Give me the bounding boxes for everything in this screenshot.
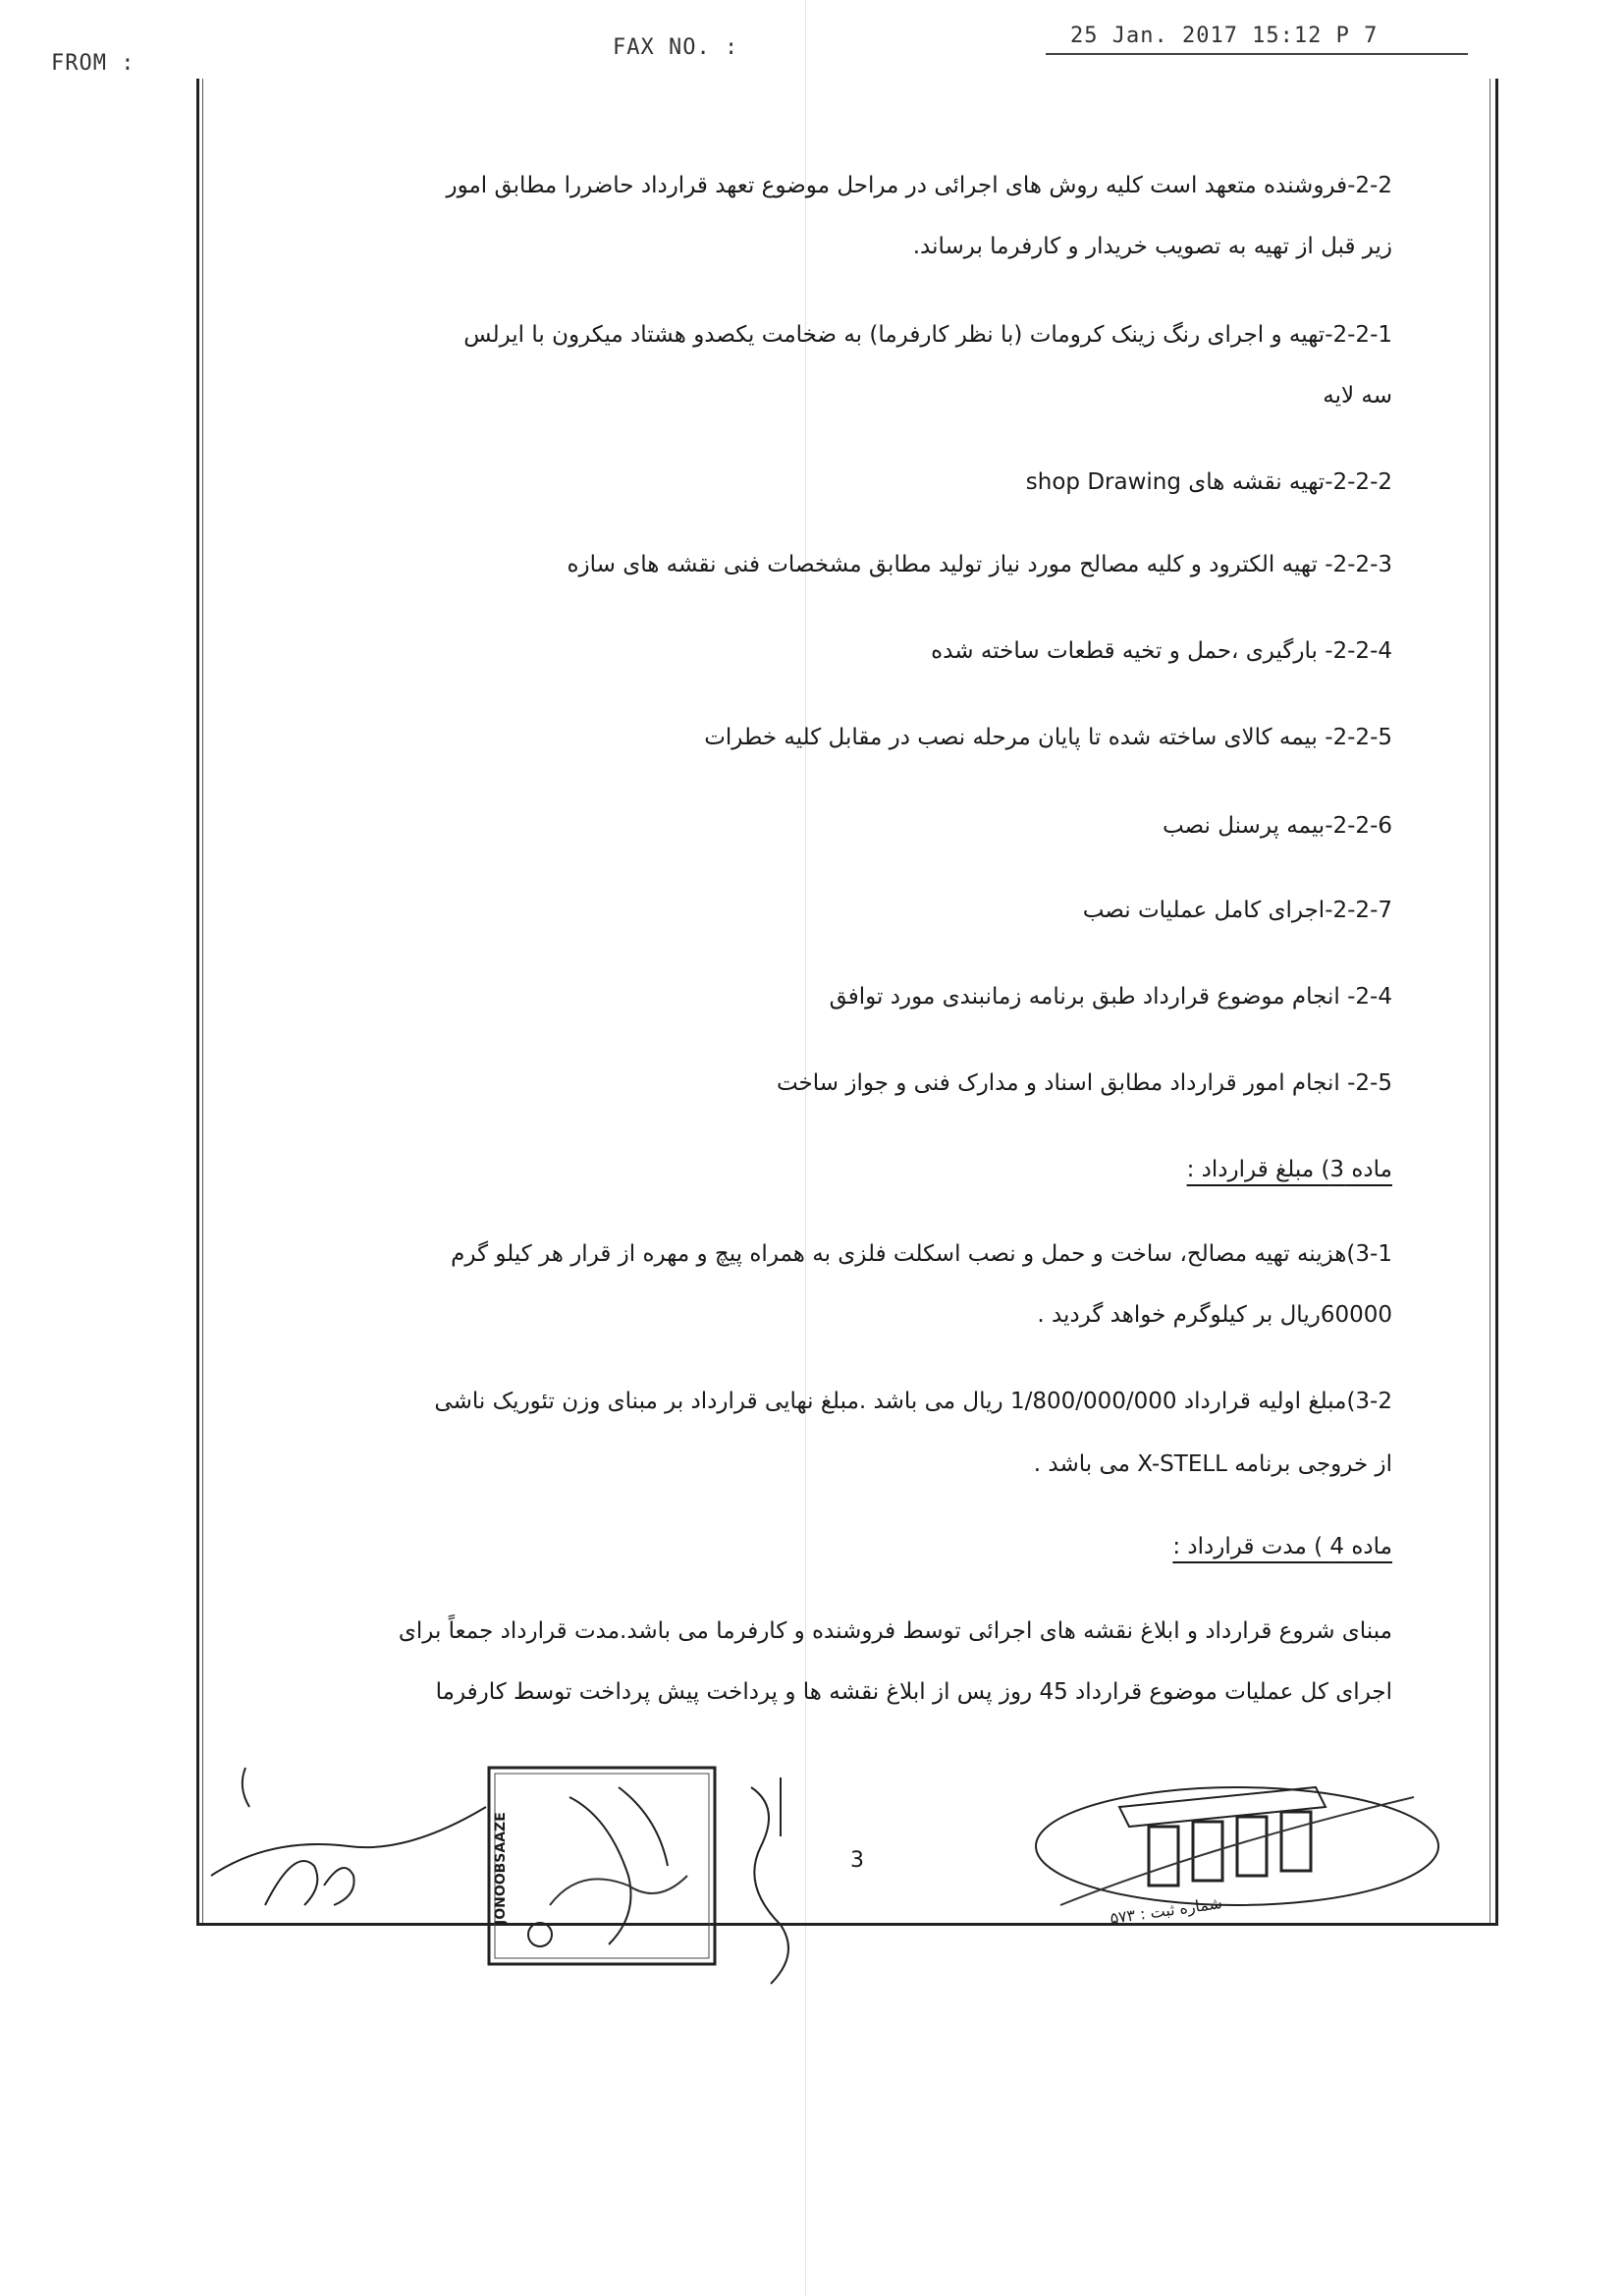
clause-2-2-2: 2-2-2-تهیه نقشه های shop Drawing [1025,469,1392,495]
clause-2-2-4: 2-2-4- بارگیری ،حمل و تخیه قطعات ساخته شده [931,638,1392,664]
fax-header-underline [1046,53,1468,55]
clause-3-1-line-2: 60000ریال بر کیلوگرم خواهد گردید . [1037,1302,1392,1328]
clause-2-5: 2-5- انجام امور قرارداد مطابق اسناد و مدارک فنی و جواز ساخت [776,1070,1392,1096]
fax-number: FAX NO. : [613,35,739,60]
page-border-right [1495,79,1498,1925]
fax-timestamp: 25 Jan. 2017 15:12 P 7 [1070,24,1379,48]
signature-left [206,1758,491,1925]
page-border-left-inner [202,79,203,1925]
clause-2-2-1-line-1: 2-2-1-تهیه و اجرای رنگ زینک کرومات (با نظر کارفرما) به ضخامت یکصدو هشتاد میکرون با ایرلس [463,322,1392,348]
company-stamp-left [481,1758,727,1974]
clause-2-2-5: 2-2-5- بیمه کالای ساخته شده تا پایان مرحله نصب در مقابل کلیه خطرات [704,725,1392,750]
stamp-left-label: JONOOBSAAZE [493,1812,509,1925]
stamp-right-registration: شماره ثبت : ۵۷۳ [1109,1893,1223,1928]
clause-2-2-line-1: 2-2-فروشنده متعهد است کلیه روش های اجرائی در مراحل موضوع تعهد قرارداد حاضررا مطابق امور [446,173,1392,198]
page-border-left [196,79,199,1925]
clause-2-2-3: 2-2-3- تهیه الکترود و کلیه مصالح مورد نیاز تولید مطابق مشخصات فنی نقشه های سازه [567,552,1392,577]
article-3-heading: ماده 3) مبلغ قرارداد : [1186,1157,1392,1182]
clause-2-2-7: 2-2-7-اجرای کامل عملیات نصب [1082,898,1392,923]
clause-3-2-line-2: از خروجی برنامه X-STELL می باشد . [1033,1451,1392,1477]
page-border-right-inner [1489,79,1490,1925]
article-4-heading: ماده 4 ) مدت قرارداد : [1172,1534,1392,1559]
clause-2-2-6: 2-2-6-بیمه پرسنل نصب [1162,813,1392,839]
article-4-line-2: اجرای کل عملیات موضوع قرارداد 45 روز پس از ابلاغ نقشه ها و پرداخت پیش پرداخت توسط کارفرما [435,1679,1392,1705]
clause-2-2-line-2: زیر قبل از تهیه به تصویب خریدار و کارفرما برساند. [912,234,1392,259]
article-4-line-1: مبنای شروع قرارداد و ابلاغ نقشه های اجرائی توسط فروشنده و کارفرما می باشد.مدت قرارداد جمعاً برای [398,1618,1392,1644]
signature-middle [741,1768,810,1994]
clause-3-2-line-1: 3-2)مبلغ اولیه قرارداد 1/800/000/000 ریال می باشد .مبلغ نهایی قرارداد بر مبنای وزن تئوریک ناشی [434,1389,1392,1414]
clause-2-2-1-line-2: سه لایه [1323,383,1392,409]
company-stamp-right [1021,1768,1453,1944]
clause-2-4: 2-4- انجام موضوع قرارداد طبق برنامه زمانبندی مورد توافق [829,984,1392,1010]
page-number: 3 [850,1848,864,1873]
clause-3-1-line-1: 3-1)هزینه تهیه مصالح، ساخت و حمل و نصب اسکلت فلزی به همراه پیچ و مهره از قرار هر کیلو گرم [451,1241,1392,1267]
fax-from: FROM : [51,51,135,76]
